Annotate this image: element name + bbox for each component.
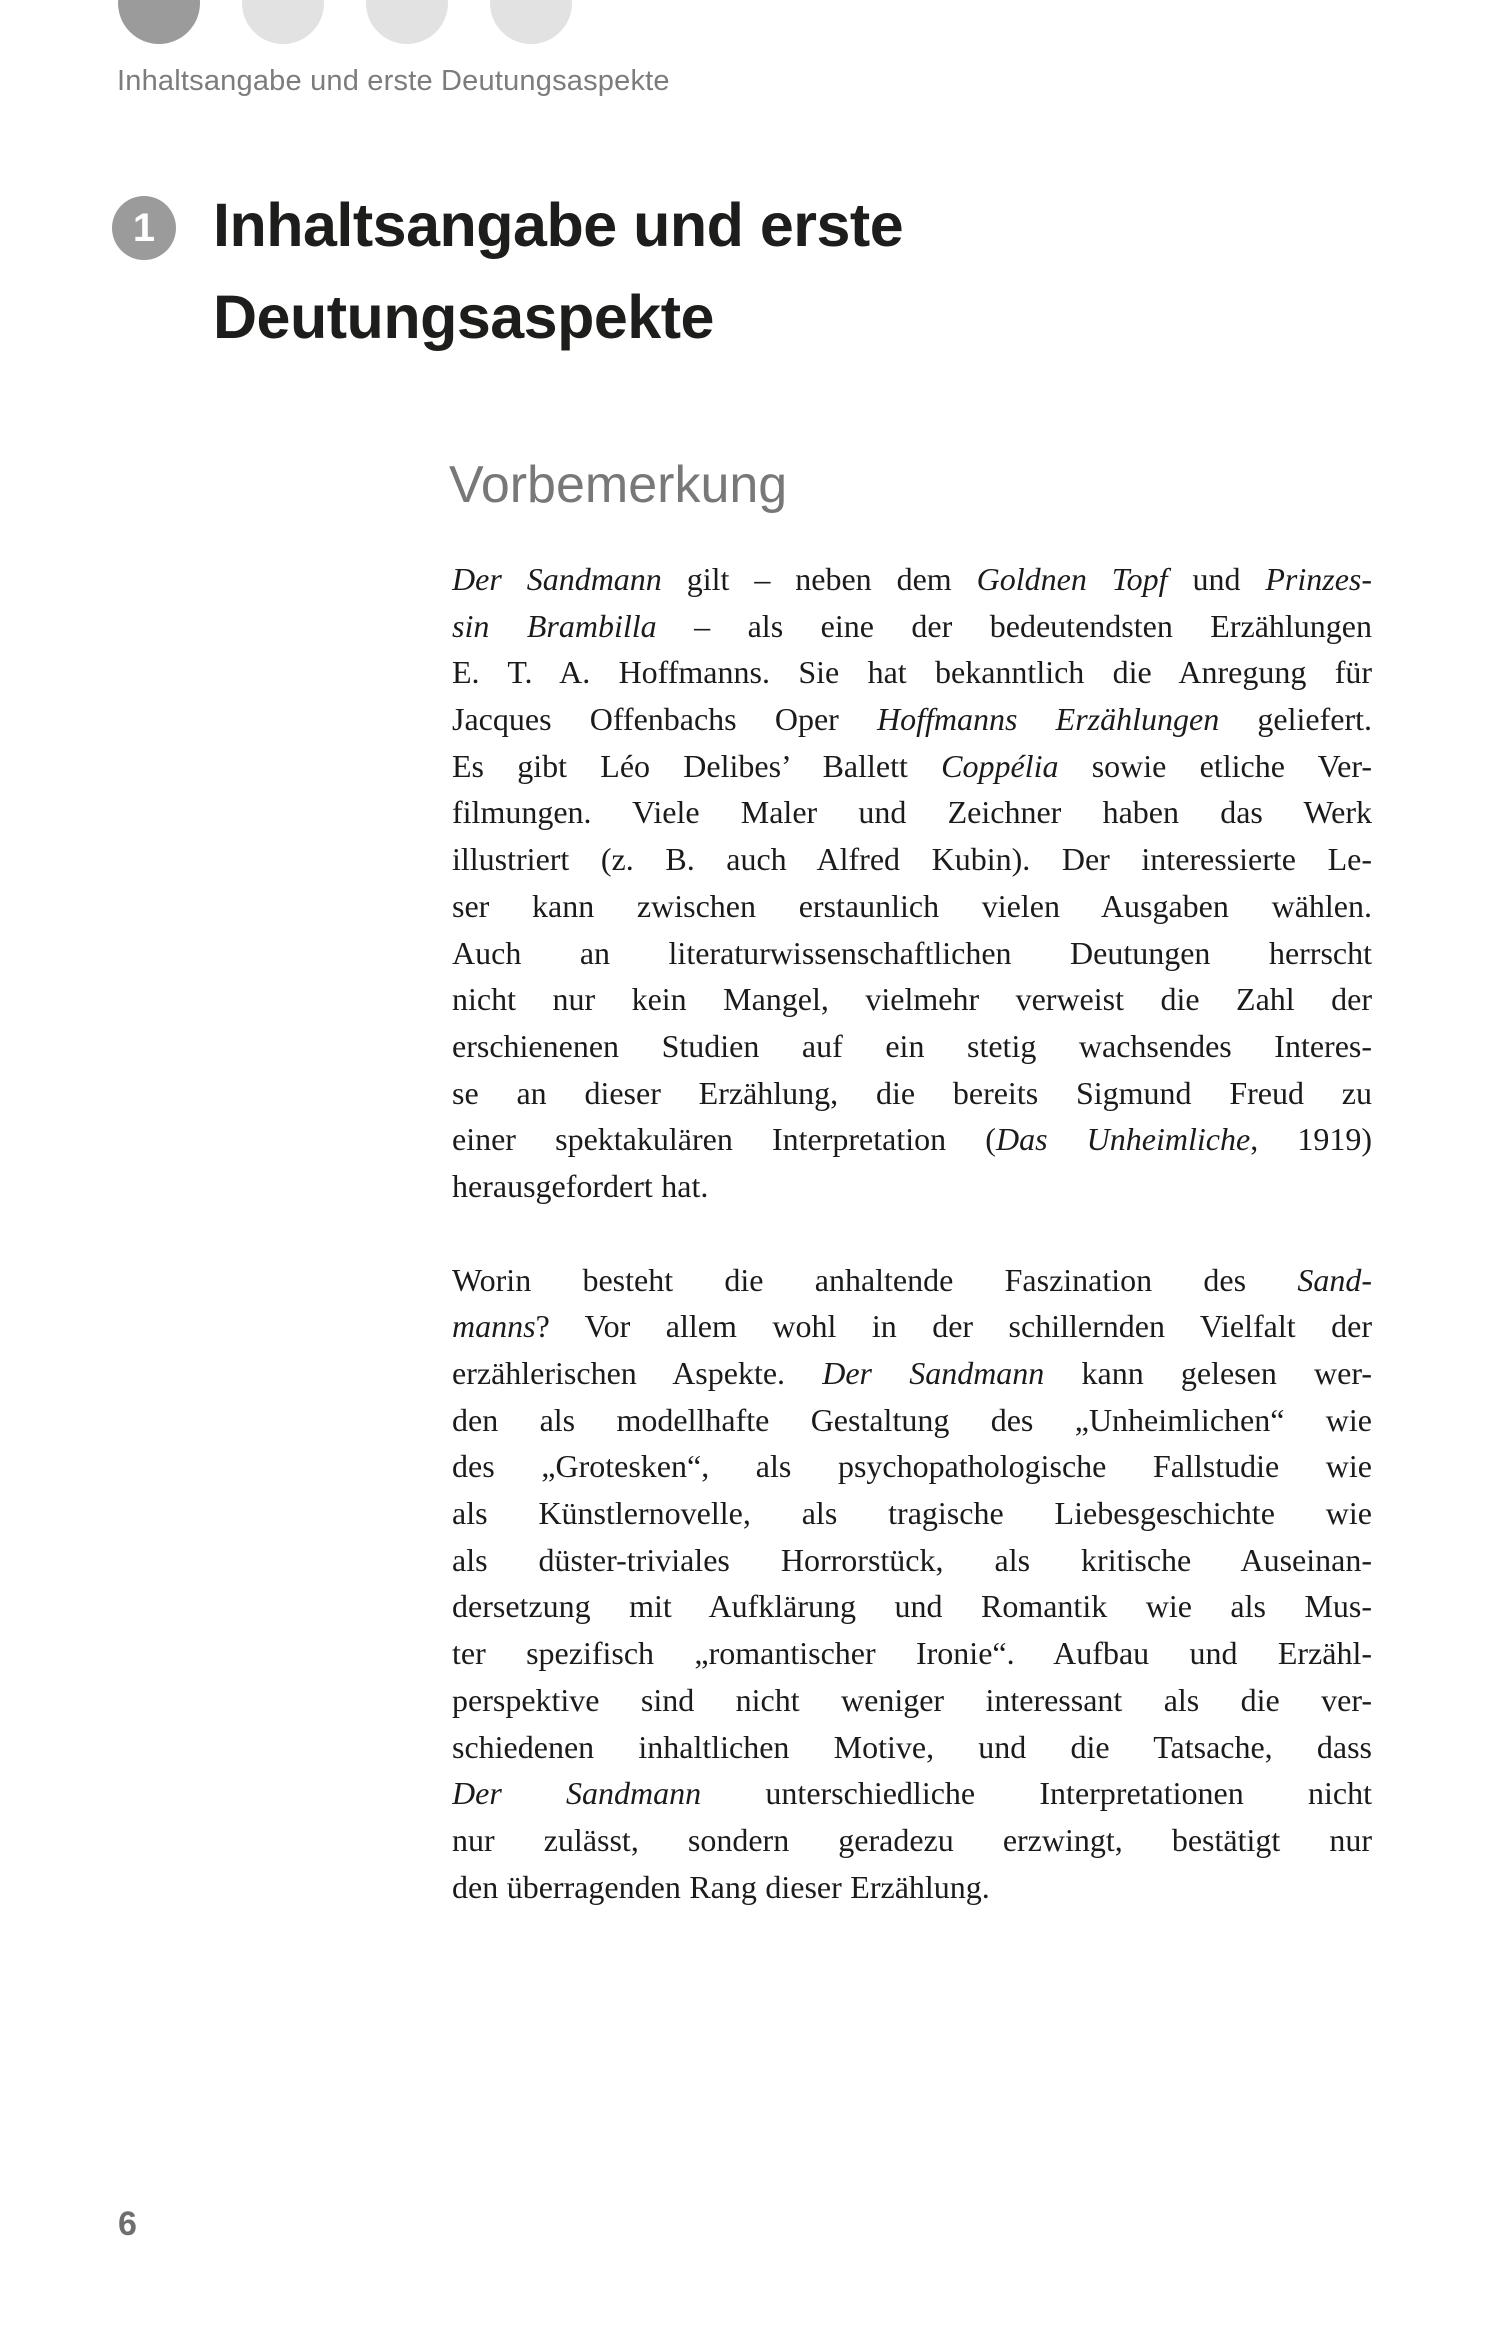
italic-text-run: manns xyxy=(452,1308,536,1345)
text-run: und xyxy=(1167,561,1266,597)
section-heading: Vorbemerkung xyxy=(449,456,788,514)
text-line xyxy=(452,789,1372,836)
chapter-title-line1: Inhaltsangabe und erste xyxy=(213,191,904,259)
page-number: 6 xyxy=(118,2205,137,2243)
chapter-title xyxy=(213,179,903,363)
text-line xyxy=(452,1023,1372,1070)
text-run: sowie etliche Ver- xyxy=(1058,747,1372,784)
text-line xyxy=(452,603,1372,650)
text-run: ? Vor allem wohl in der schillernden Vielfalt der xyxy=(535,1308,1372,1345)
text-run: – als eine der bedeutendsten Erzählungen xyxy=(656,607,1372,644)
text-line xyxy=(452,556,1372,603)
running-head: Inhaltsangabe und erste Deutungsaspekte xyxy=(117,65,670,97)
text-run: geliefert. xyxy=(1219,701,1372,738)
text-run: illustriert (z. B. auch Alfred Kubin). Der interessierte Le- xyxy=(452,841,1372,878)
text-run: als Künstlernovelle, als tragische Liebesgeschichte wie xyxy=(452,1495,1372,1532)
text-line xyxy=(452,1443,1372,1490)
text-run: gilt – neben dem xyxy=(661,561,977,597)
chapter-dot xyxy=(242,0,324,44)
italic-text-run: Der Sandmann xyxy=(822,1355,1045,1391)
text-run: Auch an literaturwissenschaftlichen Deutungen herrscht xyxy=(452,934,1372,971)
text-run: schiedenen inhaltlichen Motive, und die Tatsache, dass xyxy=(452,1728,1372,1765)
header-dots xyxy=(0,0,1500,60)
text-line xyxy=(452,696,1372,743)
text-line xyxy=(452,1397,1372,1444)
text-run: einer spektakulären Interpretation ( xyxy=(452,1121,996,1158)
text-line xyxy=(452,1070,1372,1117)
chapter-title-line2: Deutungsaspekte xyxy=(213,283,714,351)
text-line xyxy=(452,976,1372,1023)
text-run: Worin besteht die anhaltende Faszination des xyxy=(452,1261,1298,1298)
paragraph xyxy=(452,556,1372,1210)
chapter-dot xyxy=(366,0,448,44)
italic-text-run: Prinzes- xyxy=(1265,561,1372,597)
text-run: , 1919) xyxy=(1250,1121,1372,1158)
text-line xyxy=(452,1163,1372,1210)
text-run: nicht nur kein Mangel, vielmehr verweist die Zahl der xyxy=(452,981,1372,1018)
text-run: unterschiedliche Interpretationen nicht xyxy=(701,1775,1372,1812)
italic-text-run: Der Sandmann xyxy=(452,1775,702,1812)
body-text xyxy=(452,556,1372,1910)
text-line xyxy=(452,1303,1372,1350)
text-run: kann gelesen wer- xyxy=(1044,1355,1372,1391)
text-run: se an dieser Erzählung, die bereits Sigmund Freud zu xyxy=(452,1074,1372,1111)
chapter-number: 1 xyxy=(132,205,156,250)
text-run: perspektive sind nicht weniger interessant als die ver- xyxy=(452,1681,1372,1718)
text-line xyxy=(452,930,1372,977)
text-line xyxy=(452,883,1372,930)
italic-text-run: Der Sandmann xyxy=(452,561,662,597)
text-run: den überragenden Rang dieser Erzählung. xyxy=(452,1868,990,1905)
text-run: erzählerischen Aspekte. xyxy=(452,1355,823,1391)
text-line xyxy=(452,1770,1372,1817)
text-line xyxy=(452,1864,1372,1911)
italic-text-run: Coppélia xyxy=(941,747,1059,784)
text-run: ser kann zwischen erstaunlich vielen Ausgaben wählen. xyxy=(452,887,1372,924)
italic-text-run: Sand- xyxy=(1297,1261,1372,1298)
text-line xyxy=(452,1583,1372,1630)
italic-text-run: Das Unheimliche xyxy=(995,1121,1251,1158)
text-run: filmungen. Viele Maler und Zeichner haben das Werk xyxy=(452,794,1372,831)
text-run: erschienenen Studien auf ein stetig wachsendes Interes- xyxy=(452,1027,1372,1064)
text-line xyxy=(452,1537,1372,1584)
text-run: Jacques Offenbachs Oper xyxy=(452,701,877,738)
text-line xyxy=(452,1630,1372,1677)
text-run: dersetzung mit Aufklärung und Romantik wie als Mus- xyxy=(452,1588,1372,1625)
text-line xyxy=(452,743,1372,790)
text-run: E. T. A. Hoffmanns. Sie hat bekanntlich die Anregung für xyxy=(452,654,1372,691)
text-line xyxy=(452,649,1372,696)
chapter-dot-active xyxy=(118,0,200,44)
text-run: den als modellhafte Gestaltung des „Unheimlichen“ wie xyxy=(452,1401,1372,1438)
text-line xyxy=(452,1116,1372,1163)
text-run: Es gibt Léo Delibes’ Ballett xyxy=(452,747,942,784)
text-run: herausgefordert hat. xyxy=(452,1167,709,1204)
text-run: ter spezifisch „romantischer Ironie“. Aufbau und Erzähl- xyxy=(452,1635,1372,1672)
text-line xyxy=(452,1257,1372,1304)
text-run: nur zulässt, sondern geradezu erzwingt, bestätigt nur xyxy=(452,1821,1372,1858)
text-line xyxy=(452,1817,1372,1864)
italic-text-run: Hoffmanns Erzählungen xyxy=(877,701,1220,738)
text-line xyxy=(452,1350,1372,1397)
text-run: des „Grotesken“, als psychopathologische Fallstudie wie xyxy=(452,1448,1372,1485)
text-line xyxy=(452,1490,1372,1537)
italic-text-run: sin Brambilla xyxy=(452,607,657,644)
text-line xyxy=(452,1724,1372,1771)
italic-text-run: Goldnen Topf xyxy=(976,561,1168,597)
chapter-number-badge xyxy=(112,196,176,260)
paragraph xyxy=(452,1257,1372,1911)
text-run: als düster-triviales Horrorstück, als kritische Auseinan- xyxy=(452,1541,1372,1578)
text-line xyxy=(452,836,1372,883)
text-line xyxy=(452,1677,1372,1724)
chapter-dot xyxy=(490,0,572,44)
